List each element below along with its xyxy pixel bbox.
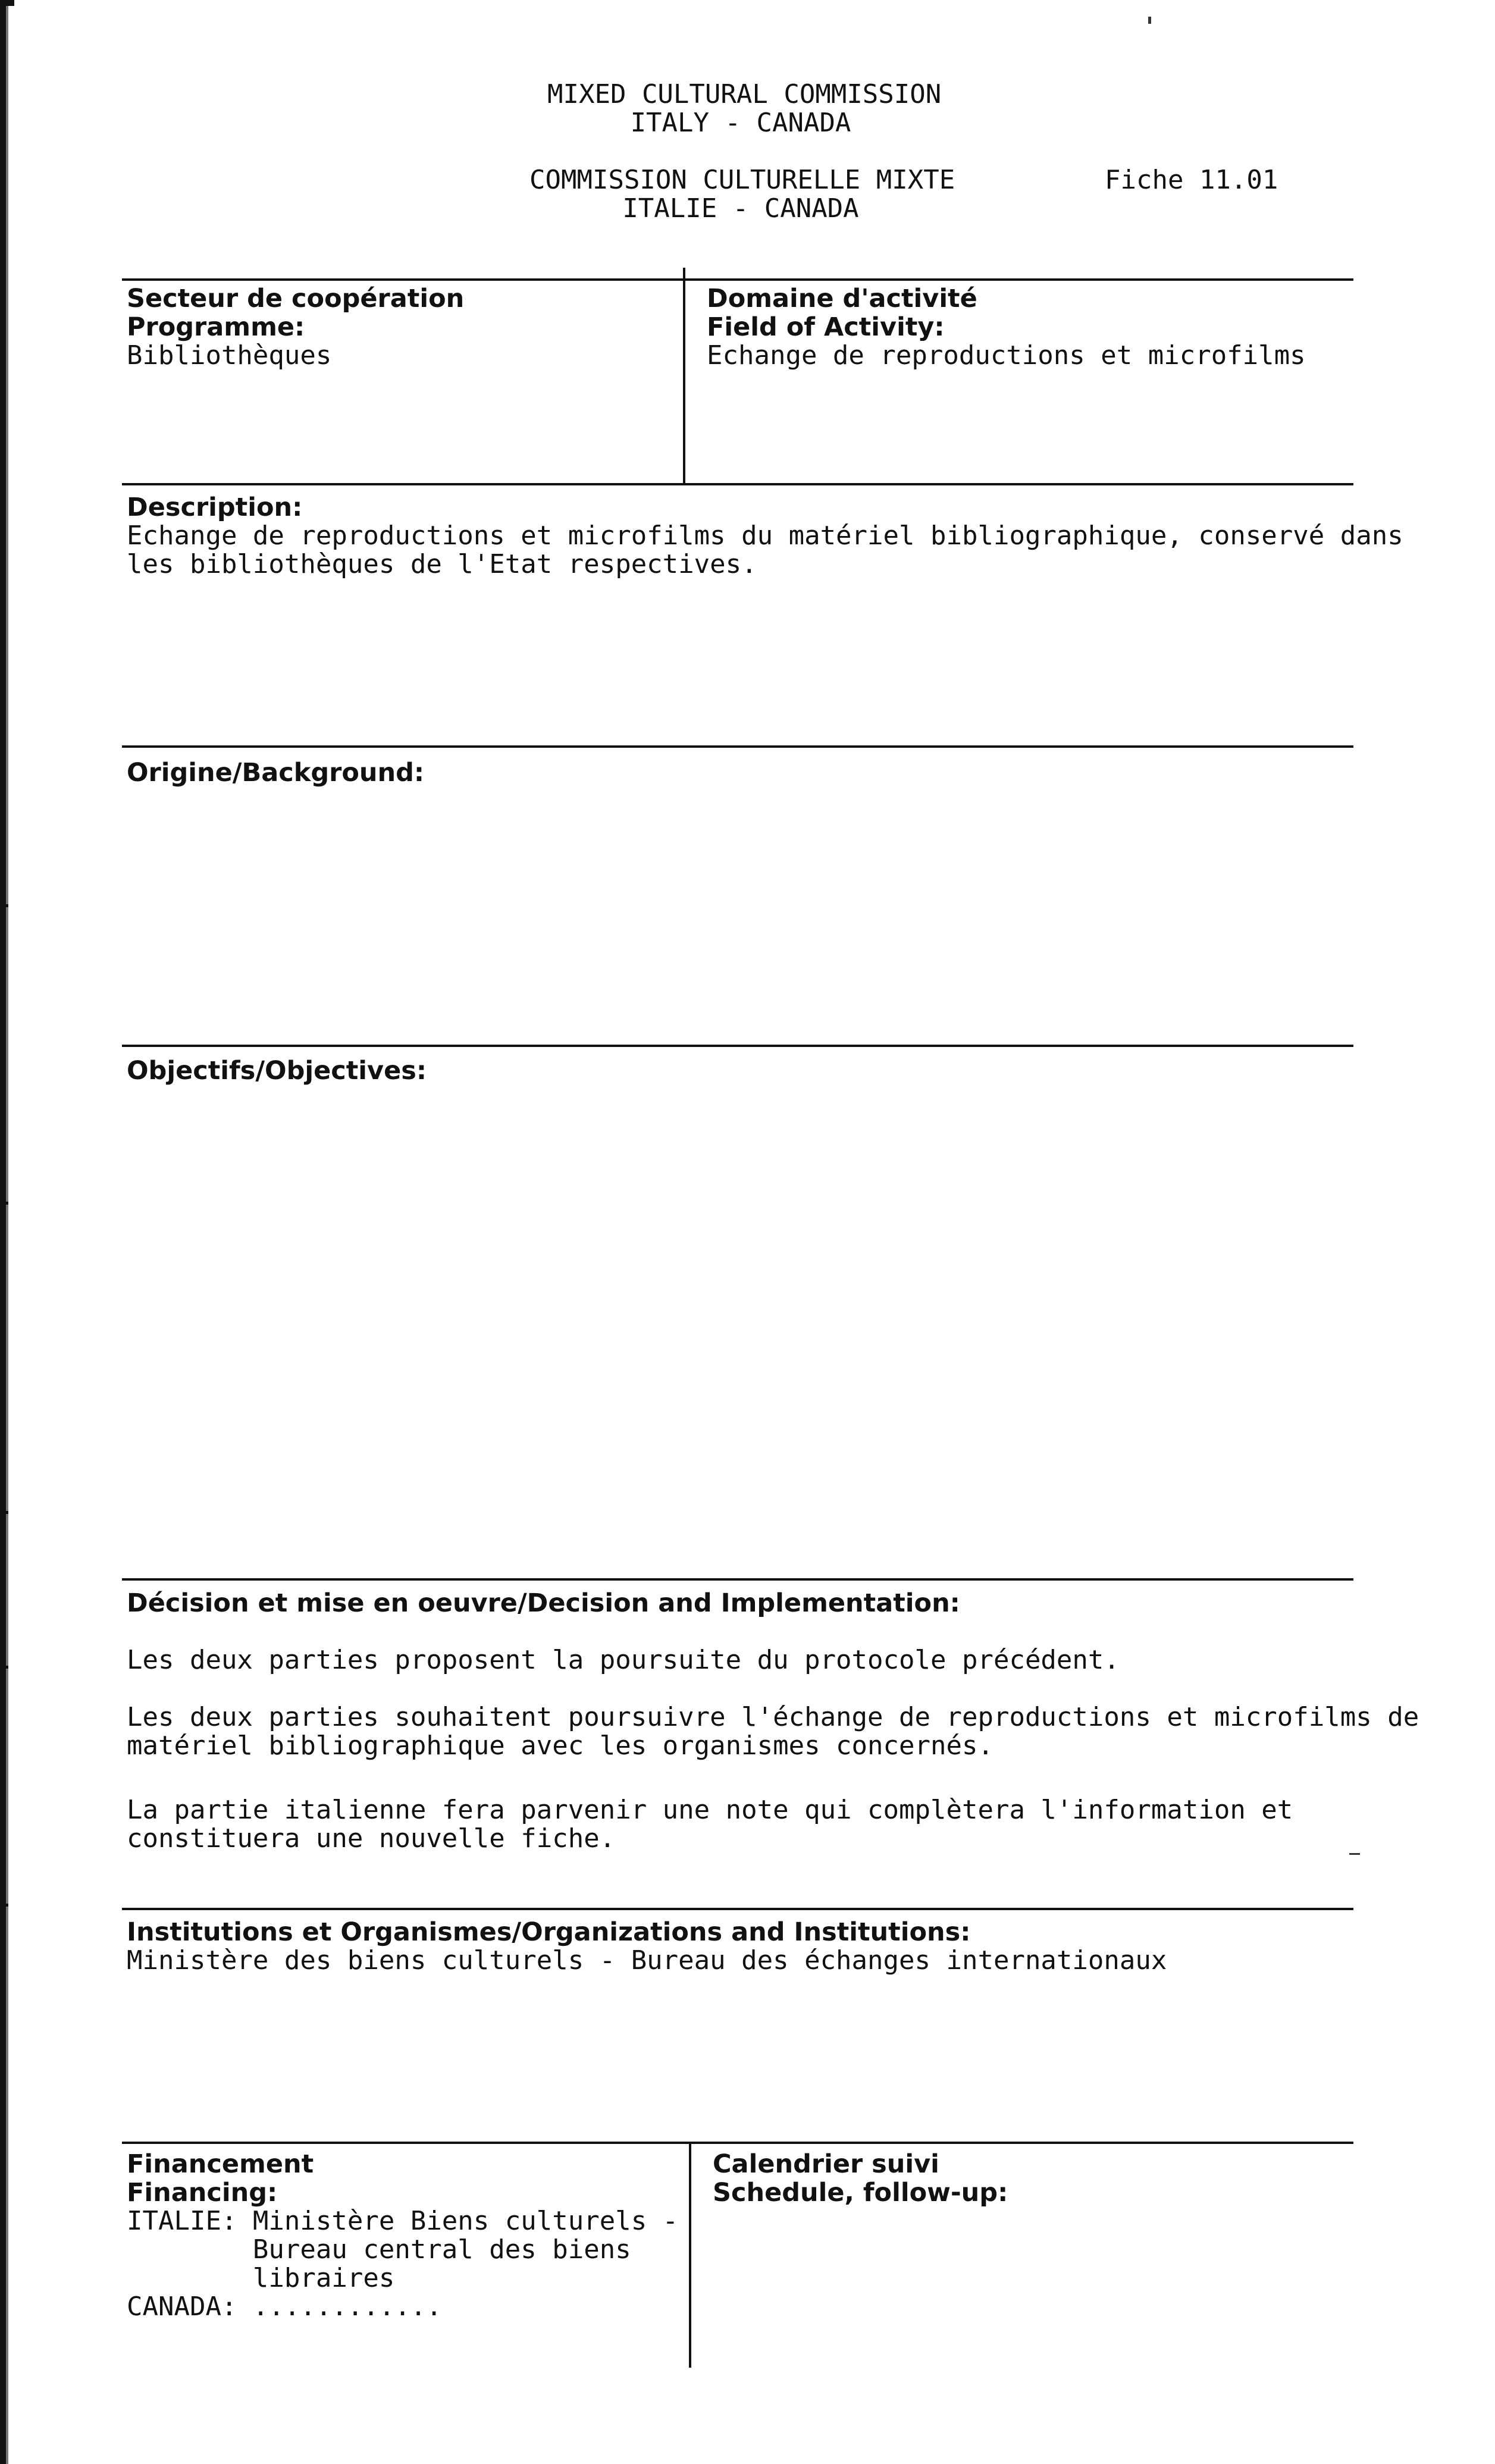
- fiche-number: Fiche 11.01: [1105, 165, 1278, 195]
- decision-paragraph-line: Les deux parties proposent la poursuite du protocole précédent.: [127, 1645, 1120, 1675]
- domain-label: Domaine d'activité: [707, 284, 977, 314]
- decision-label: Décision et mise en oeuvre/Decision and Implementation:: [127, 1588, 960, 1618]
- decision-paragraph-line: La partie italienne fera parvenir une note qui complètera l'information et: [127, 1795, 1293, 1825]
- rule: [122, 278, 1353, 281]
- rule: [122, 1045, 1353, 1047]
- header-fr-countries: ITALIE - CANADA: [622, 193, 859, 224]
- scan-edge-cap: [0, 0, 14, 6]
- rule: [122, 2142, 1353, 2144]
- scan-edge-tick: [0, 904, 8, 907]
- financing-label-en: Financing:: [127, 2178, 278, 2208]
- column-divider: [689, 2142, 691, 2368]
- decision-paragraph-line: matériel bibliographique avec les organismes concernés.: [127, 1731, 993, 1761]
- financing-line: CANADA: ............: [127, 2291, 442, 2322]
- header-en-countries: ITALY - CANADA: [630, 108, 851, 138]
- scan-speck: [1148, 17, 1151, 24]
- scan-edge-shadow: [6, 0, 8, 2464]
- header-fr-title: COMMISSION CULTURELLE MIXTE: [529, 165, 955, 195]
- schedule-label-en: Schedule, follow-up:: [713, 2178, 1008, 2208]
- header-en-title: MIXED CULTURAL COMMISSION: [547, 79, 942, 109]
- origin-label: Origine/Background:: [127, 758, 425, 788]
- schedule-label-fr: Calendrier suivi: [713, 2149, 939, 2179]
- scan-edge-tick: [0, 1202, 8, 1205]
- institutions-label: Institutions et Organismes/Organizations and Institutions:: [127, 1917, 971, 1947]
- programme-value: Bibliothèques: [127, 340, 332, 371]
- scan-edge-tick: [0, 1904, 8, 1907]
- rule: [122, 1908, 1353, 1910]
- scan-edge-tick: [0, 1666, 8, 1669]
- field-of-activity-label: Field of Activity:: [707, 312, 945, 342]
- financing-line: libraires: [127, 2263, 395, 2293]
- institutions-value: Ministère des biens culturels - Bureau des échanges internationaux: [127, 1945, 1167, 1976]
- objectives-label: Objectifs/Objectives:: [127, 1056, 427, 1086]
- sector-label: Secteur de coopération: [127, 284, 465, 314]
- scan-edge: [0, 0, 6, 2464]
- rule: [122, 483, 1353, 485]
- decision-paragraph-line: constituera une nouvelle fiche.: [127, 1823, 616, 1854]
- description-line: Echange de reproductions et microfilms du matériel bibliographique, conservé dans: [127, 521, 1403, 551]
- scan-speck: [1349, 1853, 1360, 1855]
- financing-label-fr: Financement: [127, 2149, 314, 2179]
- description-label: Description:: [127, 493, 303, 522]
- financing-line: Bureau central des biens: [127, 2234, 631, 2265]
- financing-line: ITALIE: Ministère Biens culturels -: [127, 2206, 679, 2236]
- rule: [122, 745, 1353, 748]
- decision-paragraph-line: Les deux parties souhaitent poursuivre l'échange de reproductions et microfilms de: [127, 1702, 1419, 1732]
- rule: [122, 1578, 1353, 1581]
- field-of-activity-value: Echange de reproductions et microfilms: [707, 340, 1306, 371]
- programme-label: Programme:: [127, 312, 305, 342]
- description-line: les bibliothèques de l'Etat respectives.: [127, 549, 757, 579]
- column-divider: [683, 268, 685, 484]
- scan-edge-tick: [0, 1511, 8, 1514]
